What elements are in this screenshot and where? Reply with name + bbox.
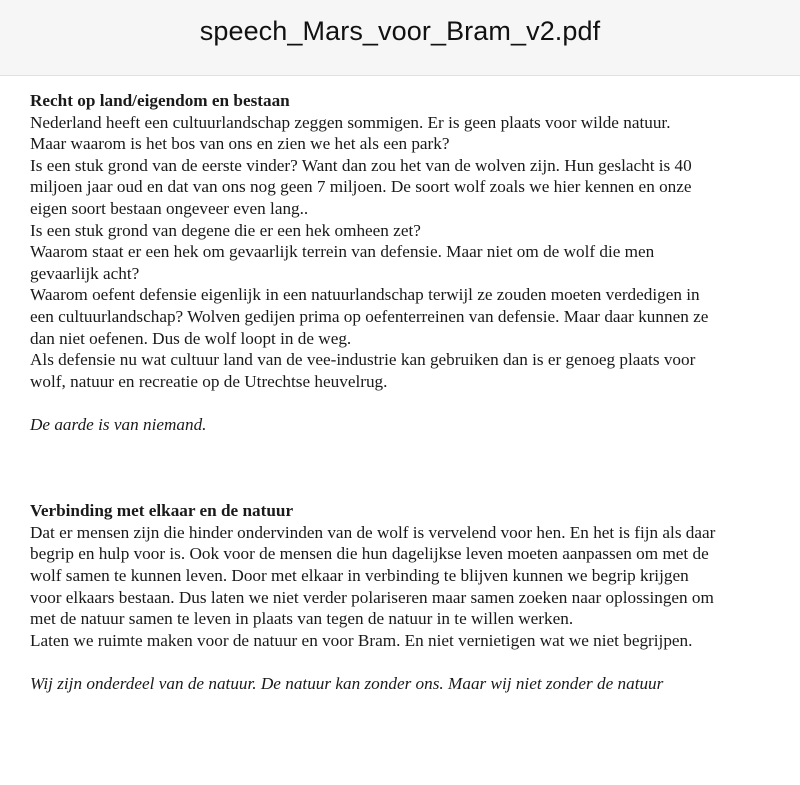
closing-line: De aarde is van niemand. — [30, 414, 207, 434]
closing-line: Wij zijn onderdeel van de natuur. De natuur kan zonder ons. Maar wij niet zonder de natuur — [30, 674, 664, 694]
title-bar — [0, 0, 800, 76]
text-line: Dat er mensen zijn die hinder ondervinden van de wolf is vervelend voor hen. En het is fijn als daar — [30, 522, 716, 542]
text-line: Waarom staat er een hek om gevaarlijk terrein van defensie. Maar niet om de wolf die men — [30, 242, 655, 262]
text-line: gevaarlijk acht? — [30, 263, 140, 283]
text-line: een cultuurlandschap? Wolven gedijen prima op oefenterreinen van defensie. Maar daar kunnen ze — [30, 306, 709, 326]
text-line: wolf, natuur en recreatie op de Utrechtse heuvelrug. — [30, 371, 388, 391]
section-heading: Verbinding met elkaar en de natuur — [30, 501, 294, 521]
text-line: Nederland heeft een cultuurlandschap zeggen sommigen. Er is geen plaats voor wilde natuur. — [30, 112, 671, 132]
text-line: eigen soort bestaan ongeveer even lang.. — [30, 198, 309, 218]
text-line: Is een stuk grond van de eerste vinder? Want dan zou het van de wolven zijn. Hun geslacht is 40 — [30, 155, 692, 175]
document-title: speech_Mars_voor_Bram_v2.pdf — [199, 16, 601, 46]
document-page — [30, 90, 790, 695]
paragraph-spacer — [30, 651, 790, 673]
section-spacer — [30, 436, 790, 501]
section-heading: Recht op land/eigendom en bestaan — [30, 91, 290, 110]
text-line: wolf samen te kunnen leven. Door met elkaar in verbinding te blijven kunnen we begrip krijgen — [30, 566, 689, 586]
text-line: Is een stuk grond van degene die er een hek omheen zet? — [30, 220, 421, 240]
text-line: met de natuur samen te leven in plaats van tegen de natuur in te willen werken. — [30, 609, 574, 629]
text-line: Laten we ruimte maken voor de natuur en voor Bram. En niet vernietigen wat we niet begrijpen. — [30, 630, 693, 650]
text-line: Maar waarom is het bos van ons en zien we het als een park? — [30, 134, 450, 154]
text-line: dan niet oefenen. Dus de wolf loopt in de weg. — [30, 328, 352, 348]
text-line: miljoen jaar oud en dat van ons nog geen 7 miljoen. De soort wolf zoals we hier kennen en onze — [30, 177, 692, 197]
text-line: begrip en hulp voor is. Ook voor de mensen die hun dagelijkse leven moeten aanpassen om met de — [30, 544, 709, 564]
text-line: voor elkaars bestaan. Dus laten we niet verder polariseren maar samen zoeken naar oplossingen om — [30, 587, 714, 607]
paragraph-spacer — [30, 392, 790, 414]
text-line: Waarom oefent defensie eigenlijk in een natuurlandschap terwijl ze zouden moeten verdedigen in — [30, 285, 700, 305]
text-line: Als defensie nu wat cultuur land van de vee-industrie kan gebruiken dan is er genoeg plaats voor — [30, 350, 696, 370]
